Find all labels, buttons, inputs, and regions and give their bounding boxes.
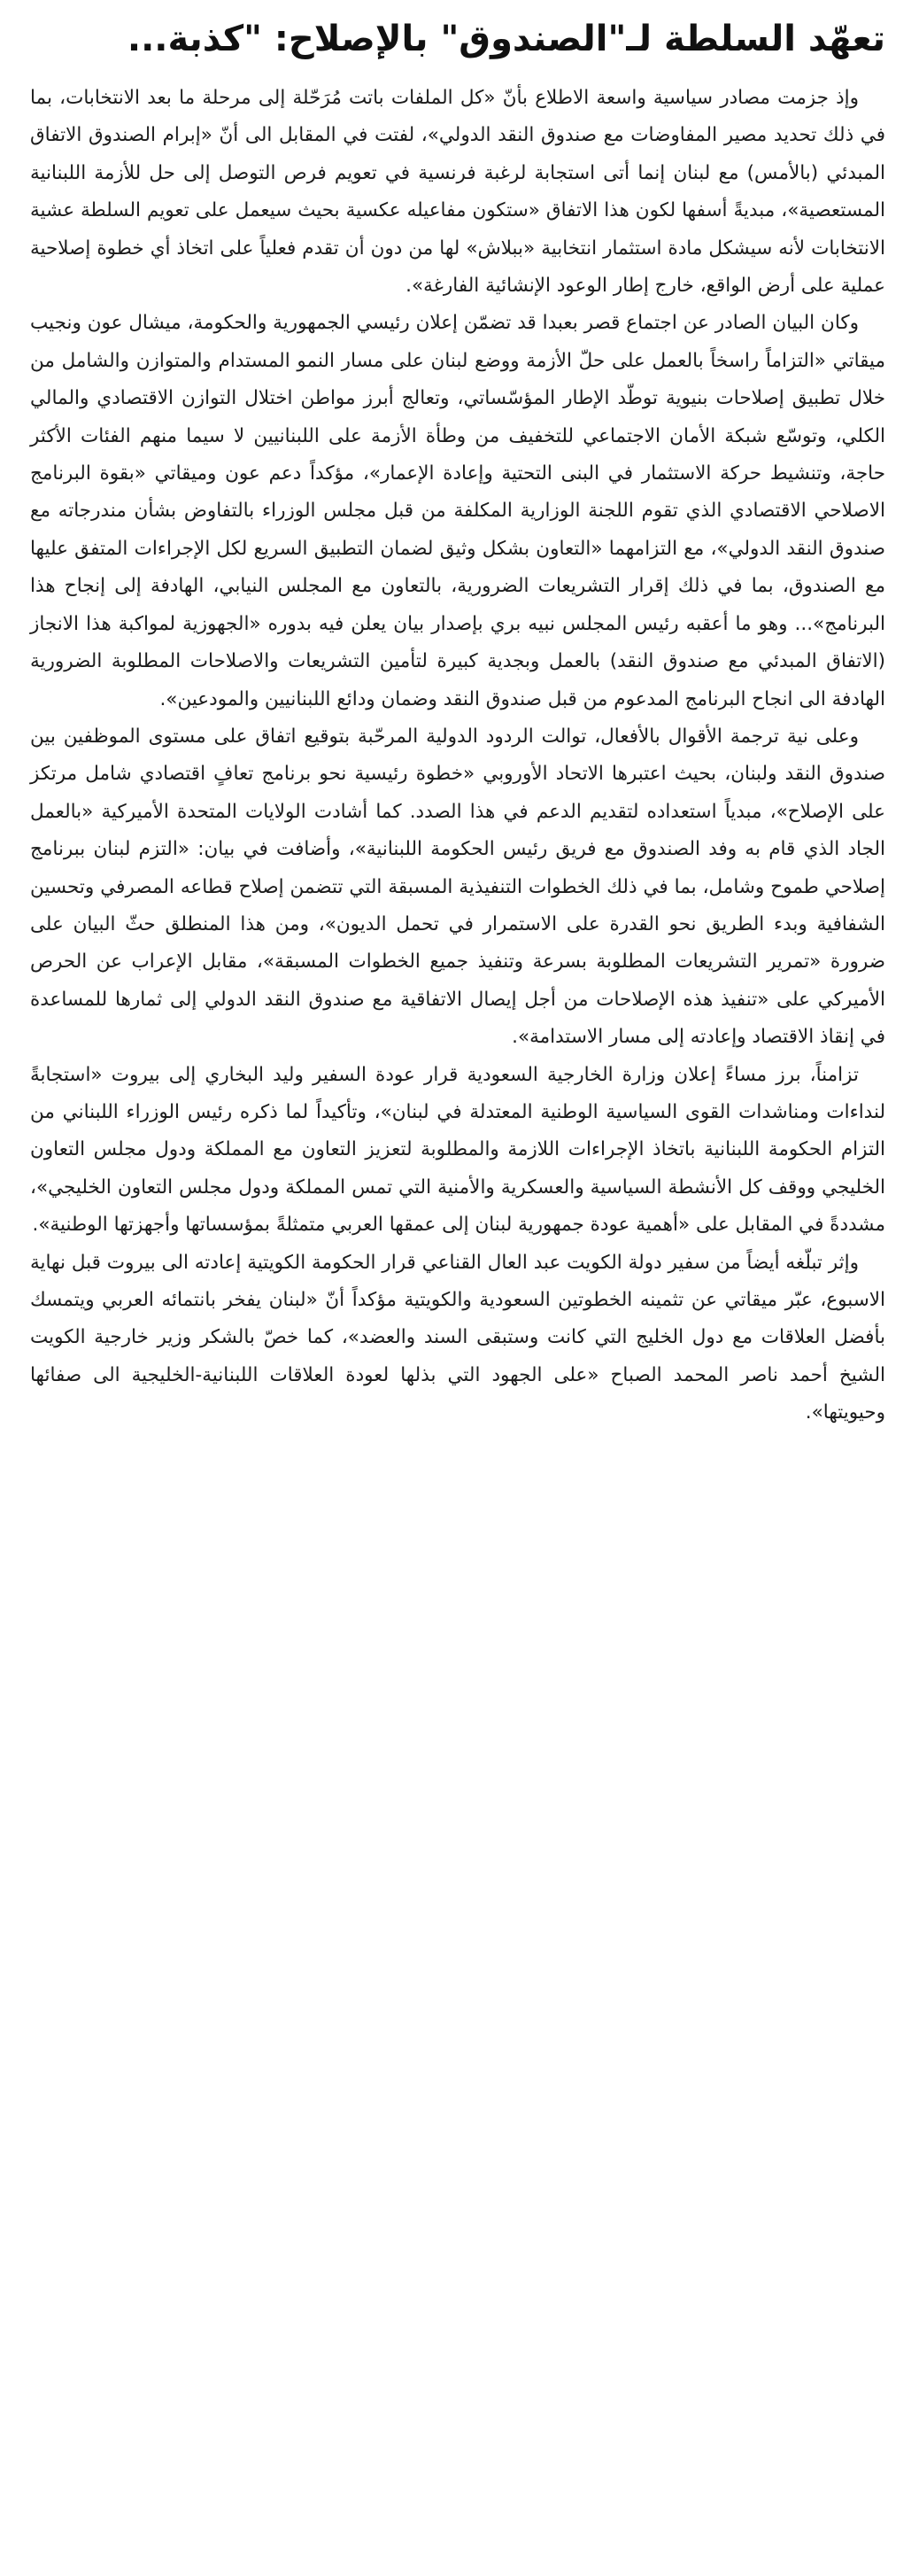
article-body [30, 80, 885, 1432]
article-paragraph: وكان البيان الصادر عن اجتماع قصر بعبدا قد تضمّن إعلان رئيسي الجمهورية والحكومة، ميشال عون ونجيب ميقاتي «التزاماً راسخاً بالعمل على حلّ الأزمة ووضع لبنان على مسار النمو المستدام والمتوازن والشامل من خلال تطبيق إصلاحات بنيوية توطّد الإطار المؤسّساتي، وتعالج أبرز مواطن اختلال التوازن الاقتصادي والمالي الكلي، وتوسّع شبكة الأمان الاجتماعي للتخفيف من وطأة الأزمة على اللبنانيين لا سيما منهم الفئات الأكثر حاجة، وتنشيط حركة الاستثمار في البنى التحتية وإعادة الإعمار»، مؤكداً دعم عون وميقاتي «بقوة البرنامج الاصلاحي الاقتصادي الذي تقوم اللجنة الوزارية المكلفة من قبل مجلس الوزراء بالتفاوض بشأن مندرجاته مع صندوق النقد الدولي»، مع التزامهما «التعاون بشكل وثيق لضمان التطبيق السريع لكل الإجراءات المتفق عليها مع الصندوق، بما في ذلك إقرار التشريعات الضرورية، بالتعاون مع المجلس النيابي، الهادفة إلى إنجاح هذا البرنامج»... وهو ما أعقبه رئيس المجلس نبيه بري بإصدار بيان يعلن فيه بدوره «الجهوزية لمواكبة هذا الانجاز (الاتفاق المبدئي مع صندوق النقد) بالعمل وبجدية كبيرة لتأمين التشريعات والاصلاحات المطلوبة الضرورية الهادفة الى انجاح البرنامج المدعوم من قبل صندوق النقد وضمان ودائع اللبنانيين والمودعين». [30, 312, 885, 710]
article-paragraph: وإثر تبلّغه أيضاً من سفير دولة الكويت عبد العال القناعي قرار الحكومة الكويتية إعادته الى بيروت قبل نهاية الاسبوع، عبّر ميقاتي عن تثمينه الخطوتين السعودية والكويتية مؤكداً أنّ «لبنان يفخر بانتمائه العربي ويتمسك بأفضل العلاقات مع دول الخليج التي كانت وستبقى السند والعضد»، كما خصّ بالشكر وزير خارجية الكويت الشيخ أحمد ناصر المحمد الصباح «على الجهود التي بذلها لعودة العلاقات اللبنانية-الخليجية الى صفائها وحيويتها». [30, 1251, 885, 1424]
article-paragraph: تزامناً، برز مساءً إعلان وزارة الخارجية السعودية قرار عودة السفير وليد البخاري إلى بيروت «استجابةً لنداءات ومناشدات القوى السياسية الوطنية المعتدلة في لبنان»، وتأكيداً لما ذكره رئيس الوزراء اللبناني من التزام الحكومة اللبنانية باتخاذ الإجراءات اللازمة والمطلوبة لتعزيز التعاون مع المملكة ودول مجلس التعاون الخليجي ووقف كل الأنشطة السياسية والعسكرية والأمنية التي تمس المملكة ودول مجلس التعاون الخليجي»، مشددةً في المقابل على «أهمية عودة جمهورية لبنان إلى عمقها العربي متمثلةً بمؤسساتها وأجهزتها الوطنية». [30, 1063, 885, 1237]
article-paragraph: وإذ جزمت مصادر سياسية واسعة الاطلاع بأنّ «كل الملفات باتت مُرَحّلة إلى مرحلة ما بعد الانتخابات، بما في ذلك تحديد مصير المفاوضات مع صندوق النقد الدولي»، لفتت في المقابل الى أنّ «إبرام الصندوق الاتفاق المبدئي (بالأمس) مع لبنان إنما أتى استجابة لرغبة فرنسية في تعويم فرص التوصل إلى حل للأزمة اللبنانية المستعصية»، مبديةً أسفها لكون هذا الاتفاق «ستكون مفاعيله عكسية بحيث سيعمل على تعويم السلطة عشية الانتخابات لأنه سيشكل مادة استثمار انتخابية «ببلاش» لها من دون أن تقدم فعلياً على اتخاذ أي خطوة إصلاحية عملية على أرض الواقع، خارج إطار الوعود الإنشائية الفارغة». [30, 87, 885, 298]
article-paragraph: وعلى نية ترجمة الأقوال بالأفعال، توالت الردود الدولية المرحّبة بتوقيع اتفاق على مستوى الموظفين بين صندوق النقد ولبنان، بحيث اعتبرها الاتحاد الأوروبي «خطوة رئيسية نحو برنامج تعافٍ اقتصادي شامل مرتكز على الإصلاح»، مبدياً استعداده لتقديم الدعم في هذا الصدد. كما أشادت الولايات المتحدة الأميركية «بالعمل الجاد الذي قام به وفد الصندوق مع فريق رئيس الحكومة اللبنانية»، وأضافت في بيان: «التزم لبنان ببرنامج إصلاحي طموح وشامل، بما في ذلك الخطوات التنفيذية المسبقة التي تتضمن إصلاح قطاعه المصرفي وتحسين الشفافية وبدء الطريق نحو القدرة على الاستمرار في تحمل الديون»، ومن هذا المنطلق حثّ البيان على ضرورة «تمرير التشريعات المطلوبة بسرعة وتنفيذ جميع الخطوات المسبقة»، مقابل الإعراب عن الحرص الأميركي على «تنفيذ هذه الإصلاحات من أجل إيصال الاتفاقية مع صندوق النقد الدولي إلى ثمارها للمساعدة في إنقاذ الاقتصاد وإعادته إلى مسار الاستدامة». [30, 725, 885, 1049]
article-headline: تعهّد السلطة لـ"الصندوق" بالإصلاح: "كذبة... [127, 19, 885, 59]
